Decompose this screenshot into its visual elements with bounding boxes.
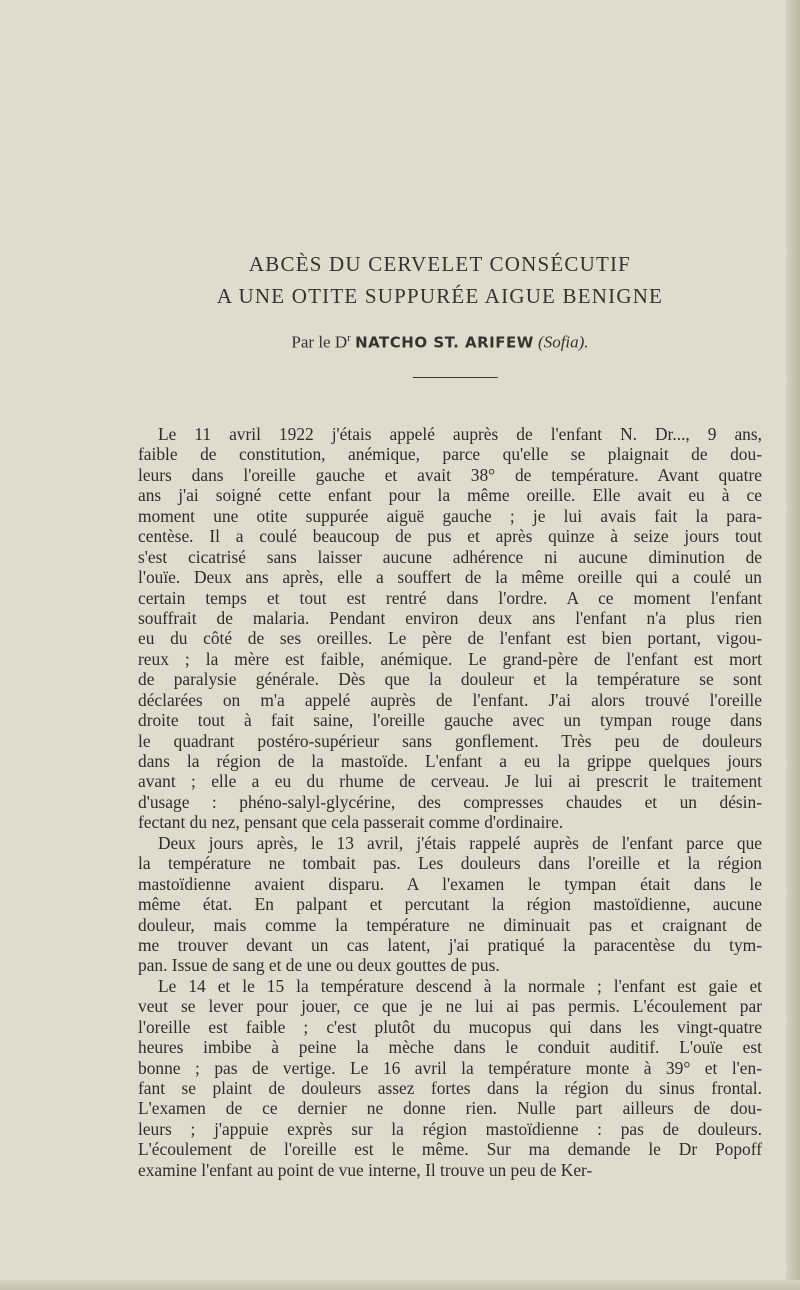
article-body	[138, 424, 762, 1180]
author-city: (Sofia).	[538, 332, 589, 352]
paragraph-1-line: reux ; la mère est faible, anémique. Le grand-père de l'enfant est mort	[138, 648, 762, 669]
paragraph-1-line: certain temps et tout est rentré dans l'ordre. A ce moment l'enfant	[138, 587, 762, 608]
paragraph-1-line: s'est cicatrisé sans laisser aucune adhérence ni aucune diminution de	[138, 546, 762, 567]
paragraph-2-line: me trouver devant un cas latent, j'ai pratiqué la paracentèse du tym-	[138, 934, 762, 955]
paragraph-1-line: eu du côté de ses oreilles. Le père de l'enfant est bien portant, vigou-	[138, 628, 762, 649]
paragraph-1-line: d'usage : phéno-salyl-glycérine, des compresses chaudes et un désin-	[138, 791, 762, 812]
paragraph-3-line: heures imbibe à peine la mèche dans le conduit auditif. L'ouïe est	[138, 1037, 762, 1058]
page-spine-shadow	[786, 0, 800, 1290]
paragraph-1-line: de paralysie générale. Dès que la douleur et la température se sont	[138, 669, 762, 690]
paragraph-3-line: L'écoulement de l'oreille est le même. Sur ma demande le Dr Popoff	[138, 1139, 762, 1160]
paragraph-2-line: douleur, mais comme la température ne diminuait pas et craignant de	[138, 914, 762, 935]
paragraph-1-line: l'ouïe. Deux ans après, elle a souffert de la même oreille qui a coulé un	[138, 567, 762, 588]
paragraph-3-line: veut se lever pour jouer, ce que je ne lui ai pas permis. L'écoulement par	[138, 996, 762, 1017]
author-prefix: Par le D	[291, 332, 348, 352]
paragraph-1-line: leurs dans l'oreille gauche et avait 38° de température. Avant quatre	[138, 464, 762, 485]
paragraph-3-line: examine l'enfant au point de vue interne, Il trouve un peu de Ker-	[138, 1159, 593, 1180]
paragraph-3-line: l'oreille est faible ; c'est plutôt du mucopus qui dans les vingt-quatre	[138, 1016, 762, 1037]
paragraph-1-line: droite tout à fait saine, l'oreille gauche avec un tympan rouge dans	[138, 710, 762, 731]
article-title-line-1: ABCÈS DU CERVELET CONSÉCUTIF	[248, 252, 632, 276]
paragraph-1-line: ans j'ai soigné cette enfant pour la même oreille. Elle avait eu à ce	[138, 485, 762, 506]
paragraph-1-line: moment une otite suppurée aiguë gauche ; je lui avais fait la para-	[138, 505, 762, 526]
paragraph-3-line: leurs ; j'appuie exprès sur la région mastoïdienne : pas de douleurs.	[138, 1118, 762, 1139]
paragraph-1-line: fectant du nez, pensant que cela passerait comme d'ordinaire.	[138, 812, 564, 833]
title-separator-rule	[413, 377, 498, 378]
paragraph-1-line: Le 11 avril 1922 j'étais appelé auprès de l'enfant N. Dr..., 9 ans,	[158, 424, 762, 444]
paragraph-3-line: Le 14 et le 15 la température descend à la normale ; l'enfant est gaie et	[158, 975, 762, 996]
paragraph-2-line: Deux jours après, le 13 avril, j'étais rappelé auprès de l'enfant parce que	[158, 832, 762, 853]
paragraph-1-line: souffrait de malaria. Pendant environ deux ans l'enfant n'a plus rien	[138, 607, 762, 628]
paragraph-2-line: même état. En palpant et percutant la région mastoïdienne, aucune	[138, 894, 762, 915]
paragraph-1-line: centèse. Il a coulé beaucoup de pus et après quinze à seize jours tout	[138, 526, 762, 547]
paragraph-1-line: déclarées on m'a appelé auprès de l'enfant. J'ai alors trouvé l'oreille	[138, 689, 762, 710]
paragraph-2-line: la température ne tombait pas. Les douleurs dans l'oreille et la région	[138, 853, 762, 874]
paragraph-3-line: bonne ; pas de vertige. Le 16 avril la température monte à 39° et l'en-	[138, 1057, 762, 1078]
paragraph-1-line: dans la région de la mastoïde. L'enfant a eu la grippe quelques jours	[138, 751, 762, 771]
paragraph-2-line: mastoïdienne avaient disparu. A l'examen le tympan était dans le	[138, 873, 762, 894]
paragraph-2-line: pan. Issue de sang et de une ou deux gouttes de pus.	[138, 955, 500, 976]
author-name: NATCHO ST. ARIFEW	[355, 333, 534, 352]
paragraph-3-line: fant se plaint de douleurs assez fortes dans la région du sinus frontal.	[138, 1078, 762, 1098]
paragraph-1-line: faible de constitution, anémique, parce qu'elle se plaignait de dou-	[138, 444, 762, 465]
page-bottom-edge	[0, 1280, 800, 1290]
paragraph-3-line: L'examen de ce dernier ne donne rien. Nulle part ailleurs de dou-	[138, 1098, 762, 1119]
author-prefix-sup: r	[347, 332, 351, 344]
author-line	[140, 332, 740, 353]
article-title-line-2: A UNE OTITE SUPPURÉE AIGUE BENIGNE	[216, 284, 664, 308]
paragraph-1-line: avant ; elle a eu du rhume de cerveau. Je lui ai prescrit le traitement	[138, 771, 762, 792]
paragraph-1-line: le quadrant postéro-supérieur sans gonflement. Très peu de douleurs	[138, 730, 762, 751]
